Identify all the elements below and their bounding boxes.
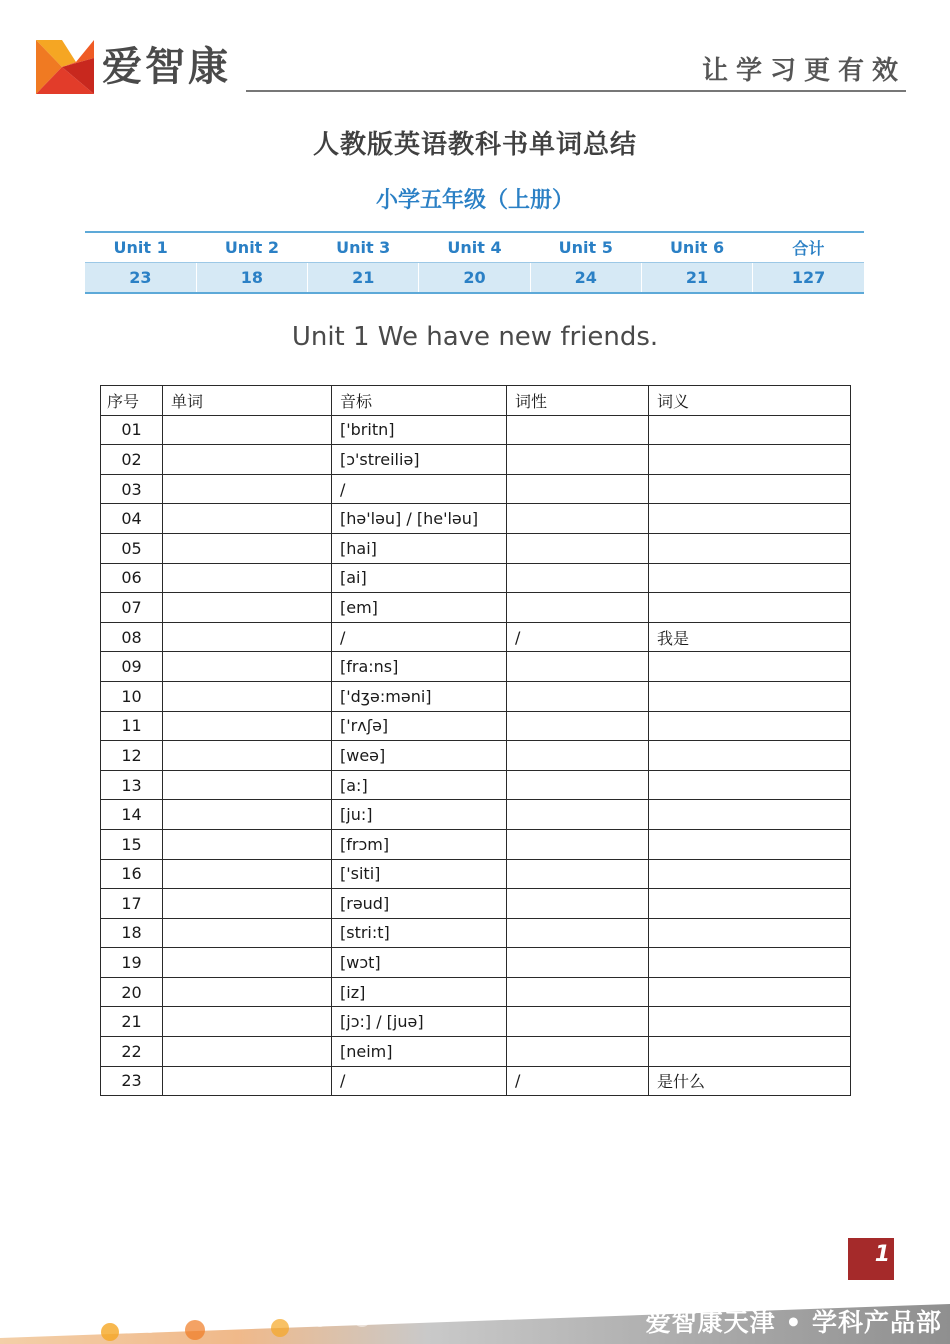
- summary-value-cell: 23: [85, 263, 196, 294]
- part-of-speech-cell: [507, 889, 649, 919]
- unit-heading: Unit 1 We have new friends.: [291, 322, 659, 352]
- row-number: 16: [101, 859, 163, 889]
- word-cell: [163, 711, 332, 741]
- part-of-speech-cell: [507, 770, 649, 800]
- vocabulary-row: [101, 445, 851, 475]
- vocabulary-row: [101, 1066, 851, 1096]
- part-of-speech-cell: [507, 829, 649, 859]
- word-cell: [163, 948, 332, 978]
- meaning-cell: 我是: [649, 622, 851, 652]
- phonetic-cell: [iz]: [332, 977, 507, 1007]
- part-of-speech-cell: [507, 563, 649, 593]
- document-title: 人教版英语教科书单词总结: [312, 130, 637, 160]
- word-cell: [163, 977, 332, 1007]
- phonetic-cell: [fra:ns]: [332, 652, 507, 682]
- word-cell: [163, 474, 332, 504]
- vocabulary-row: [101, 563, 851, 593]
- summary-values-row: [85, 263, 864, 294]
- summary-header-cell: Unit 2: [196, 232, 307, 263]
- word-cell: [163, 593, 332, 623]
- meaning-cell: [649, 474, 851, 504]
- word-cell: [163, 770, 332, 800]
- meaning-cell: [649, 415, 851, 445]
- meaning-cell: [649, 889, 851, 919]
- vocabulary-table: [100, 385, 851, 1096]
- phonetic-cell: [ai]: [332, 563, 507, 593]
- row-number: 17: [101, 889, 163, 919]
- meaning-cell: [649, 681, 851, 711]
- vocabulary-row: [101, 533, 851, 563]
- meaning-cell: [649, 1037, 851, 1067]
- header-divider: [246, 90, 906, 92]
- row-number: 09: [101, 652, 163, 682]
- row-number: 05: [101, 533, 163, 563]
- row-number: 22: [101, 1037, 163, 1067]
- word-cell: [163, 622, 332, 652]
- vocabulary-row: [101, 415, 851, 445]
- word-cell: [163, 1007, 332, 1037]
- phonetic-cell: [stri:t]: [332, 918, 507, 948]
- word-cell: [163, 889, 332, 919]
- row-number: 18: [101, 918, 163, 948]
- part-of-speech-cell: /: [507, 1066, 649, 1096]
- part-of-speech-cell: [507, 800, 649, 830]
- meaning-cell: [649, 977, 851, 1007]
- row-number: 11: [101, 711, 163, 741]
- column-header-word: 单词: [163, 386, 332, 416]
- meaning-cell: [649, 770, 851, 800]
- vocabulary-row: [101, 859, 851, 889]
- summary-header-cell: Unit 1: [85, 232, 196, 263]
- phonetic-cell: ['siti]: [332, 859, 507, 889]
- part-of-speech-cell: [507, 681, 649, 711]
- phonetic-cell: [weə]: [332, 741, 507, 771]
- word-cell: [163, 445, 332, 475]
- meaning-cell: [649, 948, 851, 978]
- row-number: 03: [101, 474, 163, 504]
- word-cell: [163, 1066, 332, 1096]
- meaning-cell: [649, 711, 851, 741]
- row-number: 01: [101, 415, 163, 445]
- column-header-meaning: 词义: [649, 386, 851, 416]
- part-of-speech-cell: [507, 1037, 649, 1067]
- row-number: 08: [101, 622, 163, 652]
- document-subtitle: 小学五年级（上册）: [375, 188, 574, 213]
- column-header-part-of-speech: 词性: [507, 386, 649, 416]
- vocabulary-row: [101, 889, 851, 919]
- word-cell: [163, 681, 332, 711]
- column-header-phonetic: 音标: [332, 386, 507, 416]
- part-of-speech-cell: [507, 652, 649, 682]
- word-cell: [163, 415, 332, 445]
- meaning-cell: [649, 563, 851, 593]
- summary-value-cell: 127: [753, 263, 864, 294]
- meaning-cell: [649, 829, 851, 859]
- vocabulary-row: [101, 770, 851, 800]
- word-cell: [163, 652, 332, 682]
- word-cell: [163, 918, 332, 948]
- row-number: 14: [101, 800, 163, 830]
- vocabulary-row: [101, 504, 851, 534]
- phonetic-cell: /: [332, 622, 507, 652]
- word-cell: [163, 859, 332, 889]
- word-cell: [163, 563, 332, 593]
- phonetic-cell: [hə'ləu] / [he'ləu]: [332, 504, 507, 534]
- meaning-cell: [649, 800, 851, 830]
- word-cell: [163, 504, 332, 534]
- meaning-cell: 是什么: [649, 1066, 851, 1096]
- phonetic-cell: ['rʌʃə]: [332, 711, 507, 741]
- part-of-speech-cell: [507, 741, 649, 771]
- row-number: 19: [101, 948, 163, 978]
- part-of-speech-cell: [507, 948, 649, 978]
- meaning-cell: [649, 741, 851, 771]
- phonetic-cell: ['dʒə:məni]: [332, 681, 507, 711]
- phonetic-cell: [jɔ:] / [juə]: [332, 1007, 507, 1037]
- phonetic-cell: [ju:]: [332, 800, 507, 830]
- vocabulary-row: [101, 1037, 851, 1067]
- vocabulary-row: [101, 622, 851, 652]
- summary-header-cell: Unit 5: [530, 232, 641, 263]
- word-cell: [163, 741, 332, 771]
- part-of-speech-cell: [507, 533, 649, 563]
- vocabulary-row: [101, 800, 851, 830]
- word-cell: [163, 800, 332, 830]
- meaning-cell: [649, 593, 851, 623]
- part-of-speech-cell: [507, 859, 649, 889]
- summary-value-cell: 21: [308, 263, 419, 294]
- row-number: 15: [101, 829, 163, 859]
- word-cell: [163, 533, 332, 563]
- summary-header-cell: Unit 3: [308, 232, 419, 263]
- part-of-speech-cell: [507, 415, 649, 445]
- summary-value-cell: 18: [196, 263, 307, 294]
- meaning-cell: [649, 533, 851, 563]
- phonetic-cell: ['britn]: [332, 415, 507, 445]
- part-of-speech-cell: [507, 593, 649, 623]
- row-number: 20: [101, 977, 163, 1007]
- vocabulary-header-row: [101, 386, 851, 416]
- part-of-speech-cell: [507, 445, 649, 475]
- part-of-speech-cell: [507, 977, 649, 1007]
- phonetic-cell: [em]: [332, 593, 507, 623]
- phonetic-cell: /: [332, 1066, 507, 1096]
- vocabulary-row: [101, 977, 851, 1007]
- part-of-speech-cell: /: [507, 622, 649, 652]
- part-of-speech-cell: [507, 711, 649, 741]
- vocabulary-row: [101, 681, 851, 711]
- vocabulary-row: [101, 918, 851, 948]
- row-number: 10: [101, 681, 163, 711]
- slogan: 让学习更有效: [701, 56, 906, 86]
- summary-header-cell: Unit 4: [419, 232, 530, 263]
- vocabulary-row: [101, 948, 851, 978]
- phonetic-cell: /: [332, 474, 507, 504]
- column-header-number: 序号: [101, 386, 163, 416]
- row-number: 21: [101, 1007, 163, 1037]
- summary-value-cell: 20: [419, 263, 530, 294]
- word-cell: [163, 829, 332, 859]
- vocabulary-row: [101, 711, 851, 741]
- row-number: 06: [101, 563, 163, 593]
- meaning-cell: [649, 652, 851, 682]
- row-number: 13: [101, 770, 163, 800]
- word-cell: [163, 1037, 332, 1067]
- unit-word-count-table: [85, 231, 864, 294]
- row-number: 07: [101, 593, 163, 623]
- row-number: 12: [101, 741, 163, 771]
- page-number-badge: 1: [848, 1238, 894, 1280]
- meaning-cell: [649, 504, 851, 534]
- part-of-speech-cell: [507, 474, 649, 504]
- vocabulary-row: [101, 652, 851, 682]
- phonetic-cell: [ɔ'streiliə]: [332, 445, 507, 475]
- summary-value-cell: 24: [530, 263, 641, 294]
- vocabulary-row: [101, 1007, 851, 1037]
- meaning-cell: [649, 1007, 851, 1037]
- phonetic-cell: [frɔm]: [332, 829, 507, 859]
- vocabulary-row: [101, 593, 851, 623]
- vocabulary-row: [101, 829, 851, 859]
- phonetic-cell: [neim]: [332, 1037, 507, 1067]
- summary-value-cell: 21: [641, 263, 752, 294]
- row-number: 04: [101, 504, 163, 534]
- row-number: 23: [101, 1066, 163, 1096]
- phonetic-cell: [hai]: [332, 533, 507, 563]
- vocabulary-row: [101, 474, 851, 504]
- meaning-cell: [649, 445, 851, 475]
- footer-text: 爱智康天津 • 学科产品部: [645, 1308, 942, 1337]
- brand-logo-icon: [36, 40, 94, 94]
- row-number: 02: [101, 445, 163, 475]
- meaning-cell: [649, 859, 851, 889]
- phonetic-cell: [wɔt]: [332, 948, 507, 978]
- summary-header-cell: 合计: [753, 232, 864, 263]
- brand-name: 爱智康: [102, 44, 231, 90]
- part-of-speech-cell: [507, 1007, 649, 1037]
- meaning-cell: [649, 918, 851, 948]
- phonetic-cell: [rəud]: [332, 889, 507, 919]
- summary-header-cell: Unit 6: [641, 232, 752, 263]
- phonetic-cell: [a:]: [332, 770, 507, 800]
- vocabulary-row: [101, 741, 851, 771]
- part-of-speech-cell: [507, 918, 649, 948]
- summary-header-row: [85, 232, 864, 263]
- part-of-speech-cell: [507, 504, 649, 534]
